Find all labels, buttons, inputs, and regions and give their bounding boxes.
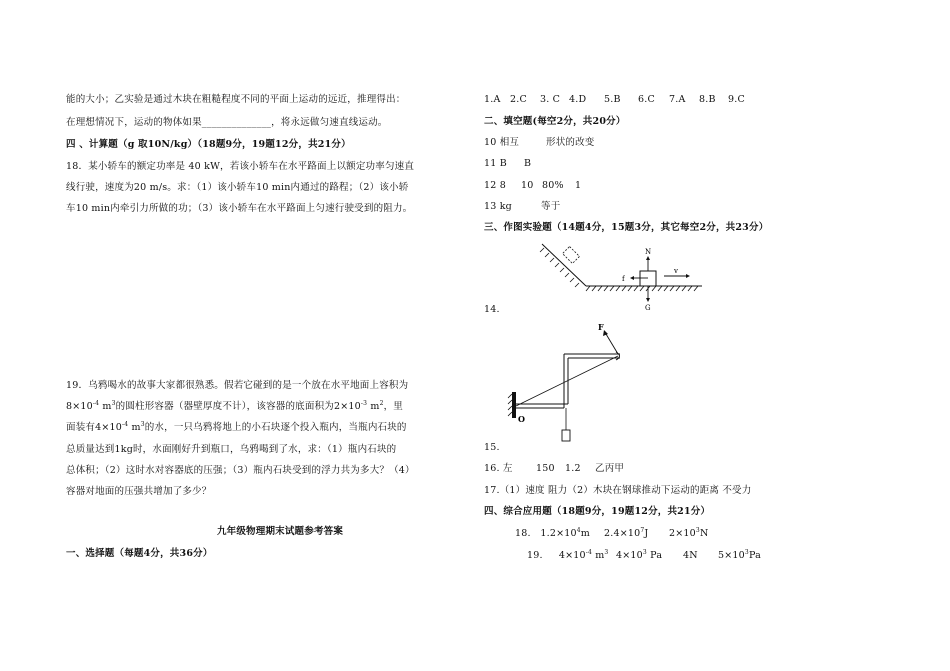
choice-answer: 2.C — [510, 94, 527, 105]
question-15-label: 15. — [484, 442, 500, 453]
answer-12: 80% — [542, 180, 564, 191]
answer-19: 19. $4\times 10^{-4}$ $m^3$ — [527, 549, 609, 561]
choice-answer: 9.C — [728, 94, 745, 105]
question-19-line: 容器对地面的压强共增加了多少？ — [66, 486, 212, 497]
answer-13: 13 kg — [484, 201, 512, 212]
answer-16: 乙丙甲 — [595, 463, 625, 474]
text-line-blank: 在理想情况下，运动的物体如果______________，将永远做匀速直线运动。 — [66, 117, 388, 128]
answer-18: $2\times 10^3N$ — [669, 527, 709, 539]
choice-answer: 6.C — [638, 94, 655, 105]
choice-answer: 4.D — [569, 94, 587, 105]
gravity-label: G — [645, 304, 651, 312]
choice-answer: 3. C — [540, 94, 561, 105]
question-19-line: $8\times 10^{-4}$ $m^3$的圆柱形容器（器壁厚度不计），该容器的底面积为$2\times 10^{-3}$ $m^2$，里 — [66, 400, 403, 412]
friction-label: f — [622, 275, 625, 283]
answer-10: 10 相互 — [484, 137, 520, 148]
answer-18: 18. $1.2\times 10^4m$ — [515, 527, 590, 539]
question-18-line: 18．某小轿车的额定功率是 40 kW，若该小轿车在水平路面上以额定功率匀速直 — [66, 161, 415, 172]
question-18-line: 车10 min内牵引力所做的功；（3）该小轿车在水平路面上匀速行驶受到的阻力。 — [66, 203, 413, 214]
answers-title: 九年级物理期末试题参考答案 — [216, 526, 344, 537]
section-heading-choice: 一、选择题（每题4分，共36分） — [66, 548, 213, 559]
velocity-label: v — [674, 267, 678, 275]
text-line: 能的大小；乙实验是通过木块在粗糙程度不同的平面上运动的远近，推理得出： — [66, 94, 406, 105]
question-18-line: 线行驶，速度为20 m/s。求：（1）该小轿车10 min内通过的路程；（2）该小轿 — [66, 182, 409, 193]
pivot-o-label: O — [518, 414, 525, 424]
choice-answer: 7.A — [669, 94, 686, 105]
answer-16: 16. 左 — [484, 463, 513, 474]
question-19-line: 面装有$4\times 10^{-4}$ $m^3$的水，一只乌鸦将地上的小石块逐个投入瓶内，当瓶内石块的 — [66, 421, 407, 433]
answer-19: $4\times 10^3$ Pa — [616, 549, 663, 561]
answer-11: 11 B — [484, 158, 507, 169]
section-heading-calc: 四 、计算题（g 取10N/kg）（18题9分，19题12分，共21分） — [66, 139, 351, 150]
answer-10: 形状的改变 — [546, 137, 595, 148]
question-19-line: 总质量达到1kg时，水面刚好升到瓶口，乌鸦喝到了水，求：（1）瓶内石块的 — [66, 444, 397, 455]
question-19-line: 总体积；（2）这时水对容器底的压强；（3）瓶内石块受到的浮力共为多大？（4） — [66, 465, 415, 476]
question-19-line: 19．乌鸦喝水的故事大家都很熟悉。假若它碰到的是一个放在水平地面上容积为 — [66, 380, 409, 391]
section-heading-comprehensive: 四、综合应用题（18题9分，19题12分，共21分） — [484, 506, 711, 517]
force-f-label: F — [598, 322, 604, 332]
answer-16: 1.2 — [565, 463, 581, 474]
answer-11: B — [524, 158, 532, 169]
answer-19: 4N — [683, 550, 698, 561]
answer-18: $2.4\times 10^7J$ — [604, 527, 649, 539]
answer-12: 10 — [521, 180, 534, 191]
answer-12: 12 8 — [484, 180, 506, 191]
answer-19: $5\times 10^3Pa$ — [718, 549, 761, 561]
choice-answer: 5.B — [604, 94, 621, 105]
answer-16: 150 — [536, 463, 555, 474]
section-heading-drawing: 三、作图实验题（14题4分，15题3分，其它每空2分，共23分） — [484, 222, 769, 233]
normal-force-label: N — [645, 248, 652, 256]
force-diagram-figure — [538, 238, 708, 312]
section-heading-fill: 二、填空题(每空2分，共20分） — [484, 116, 626, 127]
choice-answer: 1.A — [484, 94, 501, 105]
lever-diagram-figure — [504, 318, 634, 448]
answer-12: 1 — [575, 180, 582, 191]
choice-answer: 8.B — [699, 94, 716, 105]
answer-17: 17.（1）速度 阻力（2）木块在钢球推动下运动的距离 不受力 — [484, 485, 752, 496]
answer-13: 等于 — [541, 201, 561, 212]
question-14-label: 14. — [484, 304, 500, 315]
